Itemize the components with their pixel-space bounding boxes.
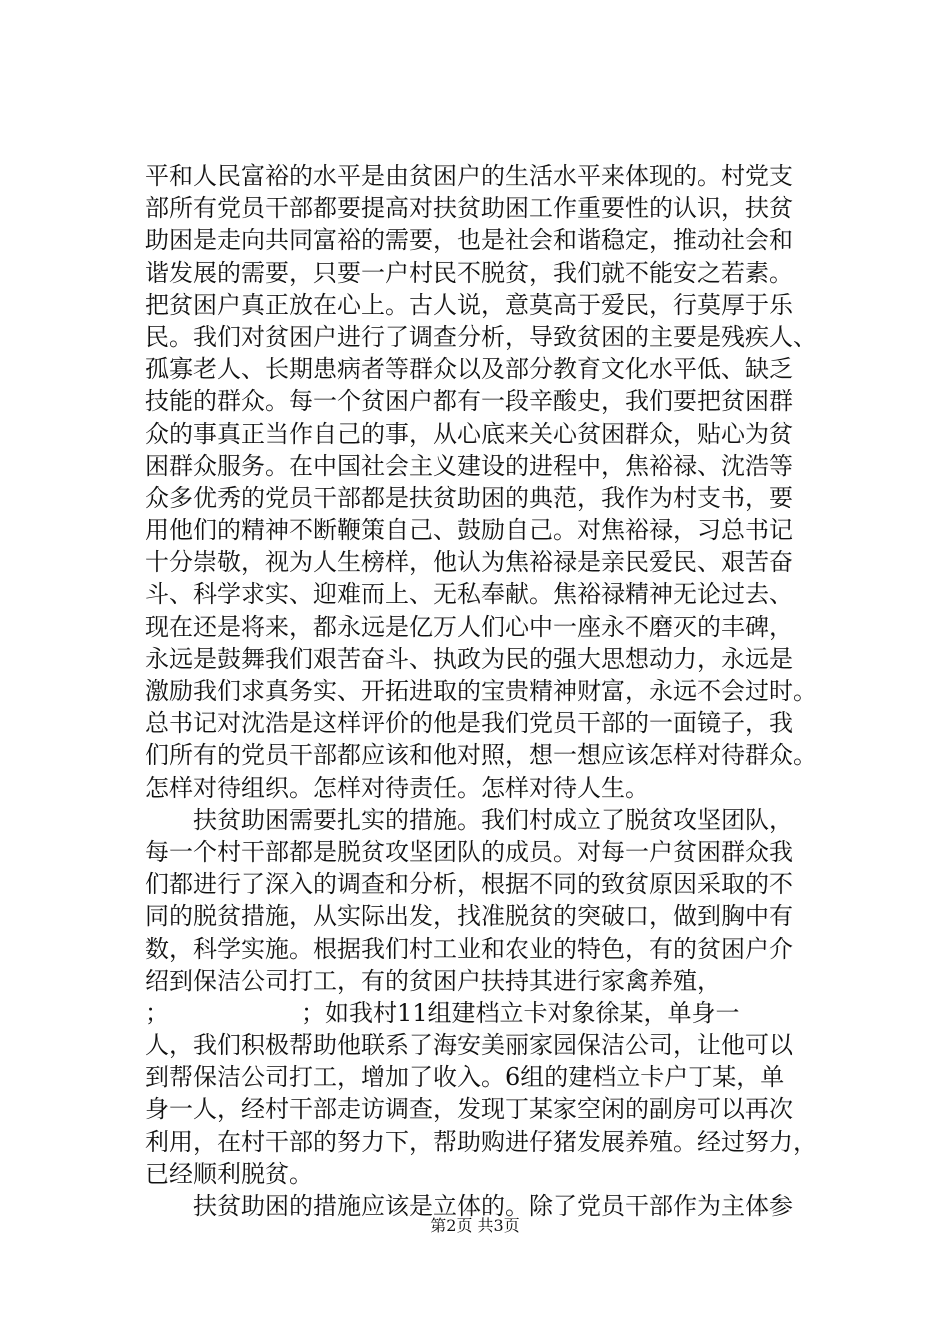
text-line: 绍到保洁公司打工，有的贫困户扶持其进行家禽养殖，	[145, 966, 721, 995]
text-line: 数，科学实施。根据我们村工业和农业的特色，有的贫困户介	[145, 934, 793, 963]
text-line: 利用，在村干部的努力下，帮助购进仔猪发展养殖。经过努力，	[145, 1127, 817, 1156]
text-line: 们都进行了深入的调查和分析，根据不同的致贫原因采取的不	[145, 870, 793, 899]
text-line: 们所有的党员干部都应该和他对照，想一想应该怎样对待群众。	[145, 741, 817, 770]
text-line: 技能的群众。每一个贫困户都有一段辛酸史，我们要把贫困群	[145, 387, 793, 416]
text-line: 困群众服务。在中国社会主义建设的进程中，焦裕禄、沈浩等	[145, 451, 793, 480]
text-line: 助困是走向共同富裕的需要，也是社会和谐稳定，推动社会和	[145, 226, 793, 255]
text-line: 斗、科学求实、迎难而上、无私奉献。焦裕禄精神无论过去、	[145, 580, 793, 609]
text-line: 总书记对沈浩是这样评价的他是我们党员干部的一面镜子，我	[145, 709, 793, 738]
text-line: 同的脱贫措施，从实际出发，找准脱贫的突破口，做到胸中有	[145, 902, 793, 931]
text-line: 身一人，经村干部走访调查，发现丁某家空闲的副房可以再次	[145, 1095, 793, 1124]
text-line: 把贫困户真正放在心上。古人说，意莫高于爱民，行莫厚于乐	[145, 290, 793, 319]
text-line: 孤寡老人、长期患病者等群众以及部分教育文化水平低、缺乏	[145, 355, 793, 384]
text-line: 部所有党员干部都要提高对扶贫助困工作重要性的认识，扶贫	[145, 194, 793, 223]
text-line: 激励我们求真务实、开拓进取的宝贵精神财富，永远不会过时。	[145, 677, 817, 705]
text-line: 平和人民富裕的水平是由贫困户的生活水平来体现的。村党支	[145, 162, 793, 190]
text-line: 人，我们积极帮助他联系了海安美丽家园保洁公司，让他可以	[145, 1031, 793, 1060]
text-line: 众的事真正当作自己的事，从心底来关心贫困群众，贴心为贫	[145, 419, 793, 448]
page-number-footer: 第2页 共3页	[430, 1216, 520, 1235]
text-line: 已经顺利脱贫。	[145, 1159, 313, 1188]
text-line: 扶贫助困的措施应该是立体的。除了党员干部作为主体参	[145, 1192, 793, 1220]
text-line: 十分崇敬，视为人生榜样，他认为焦裕禄是亲民爱民、艰苦奋	[145, 548, 793, 577]
text-line: 扶贫助困需要扎实的措施。我们村成立了脱贫攻坚团队，	[145, 805, 793, 834]
text-line: 民。我们对贫困户进行了调查分析，导致贫困的主要是残疾人、	[145, 322, 817, 351]
text-line: 永远是鼓舞我们艰苦奋斗、执政为民的强大思想动力，永远是	[145, 644, 793, 673]
text-line: ； ；如我村11组建档立卡对象徐某，单身一	[145, 998, 740, 1027]
text-line: 现在还是将来，都永远是亿万人们心中一座永不磨灭的丰碑，	[145, 612, 793, 641]
text-line: 用他们的精神不断鞭策自己、鼓励自己。对焦裕禄，习总书记	[145, 516, 793, 545]
text-line: 每一个村干部都是脱贫攻坚团队的成员。对每一户贫困群众我	[145, 837, 793, 866]
text-line: 怎样对待组织。怎样对待责任。怎样对待人生。	[145, 773, 649, 802]
text-line: 到帮保洁公司打工，增加了收入。6组的建档立卡户丁某，单	[145, 1063, 785, 1092]
text-line: 众多优秀的党员干部都是扶贫助困的典范，我作为村支书，要	[145, 483, 793, 512]
text-line: 谐发展的需要，只要一户村民不脱贫，我们就不能安之若素。	[145, 258, 793, 287]
document-body	[145, 160, 865, 1222]
